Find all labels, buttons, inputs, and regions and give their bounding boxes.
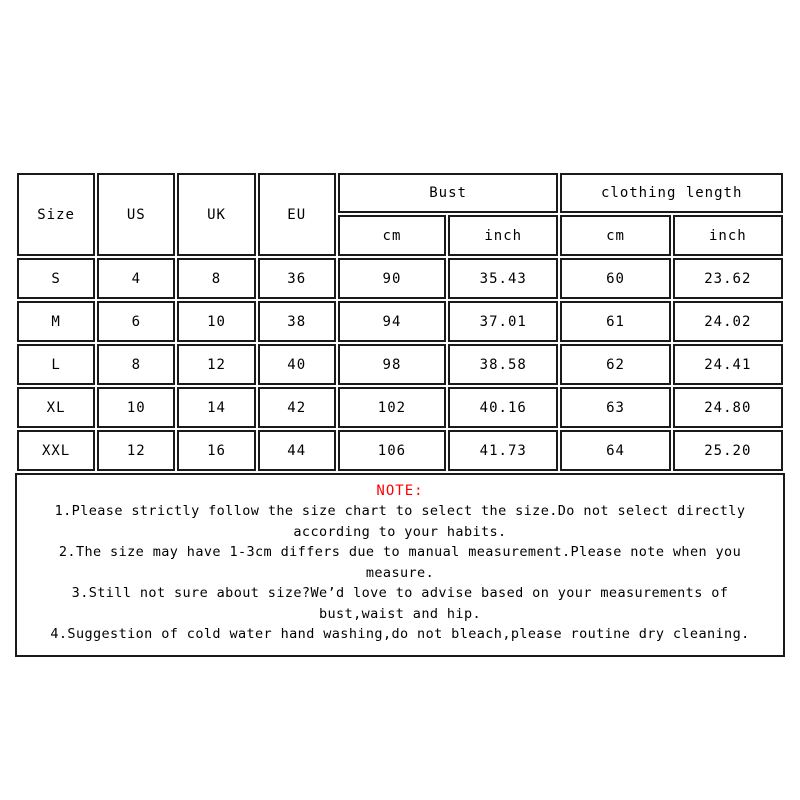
table-row <box>17 344 783 385</box>
cell-eu: 40 <box>258 344 336 385</box>
column-header-size: Size <box>17 173 95 256</box>
cell-bust-cm: 94 <box>338 301 446 342</box>
cell-bust-cm: 98 <box>338 344 446 385</box>
cell-size: S <box>17 258 95 299</box>
table-row <box>17 258 783 299</box>
cell-bust-inch: 41.73 <box>448 430 558 471</box>
column-header-uk: UK <box>177 173 255 256</box>
cell-uk: 8 <box>177 258 255 299</box>
column-header-eu: EU <box>258 173 336 256</box>
column-header-length-inch: inch <box>673 215 783 256</box>
cell-length-inch: 24.02 <box>673 301 783 342</box>
cell-length-inch: 24.41 <box>673 344 783 385</box>
note-line-1: 1.Please strictly follow the size chart to select the size.Do not select directly according to your habits. <box>54 503 746 540</box>
cell-us: 4 <box>97 258 175 299</box>
cell-length-cm: 62 <box>560 344 670 385</box>
cell-bust-inch: 40.16 <box>448 387 558 428</box>
note-box <box>15 473 785 657</box>
note-line-2: 2.The size may have 1-3cm differs due to manual measurement.Please note when you measure. <box>58 544 742 581</box>
table-header <box>17 173 783 256</box>
table-row <box>17 387 783 428</box>
cell-bust-cm: 90 <box>338 258 446 299</box>
table-row <box>17 301 783 342</box>
column-header-us: US <box>97 173 175 256</box>
cell-length-cm: 61 <box>560 301 670 342</box>
cell-us: 6 <box>97 301 175 342</box>
cell-length-cm: 60 <box>560 258 670 299</box>
cell-us: 10 <box>97 387 175 428</box>
note-title: NOTE: <box>376 483 424 499</box>
column-header-bust-cm: cm <box>338 215 446 256</box>
cell-eu: 36 <box>258 258 336 299</box>
column-header-bust-group: Bust <box>338 173 559 213</box>
size-chart-container <box>15 171 785 657</box>
cell-length-inch: 25.20 <box>673 430 783 471</box>
cell-uk: 14 <box>177 387 255 428</box>
cell-length-cm: 64 <box>560 430 670 471</box>
cell-length-cm: 63 <box>560 387 670 428</box>
column-header-clothing-length-group: clothing length <box>560 173 783 213</box>
table-body <box>17 258 783 471</box>
cell-size: L <box>17 344 95 385</box>
cell-eu: 38 <box>258 301 336 342</box>
cell-length-inch: 23.62 <box>673 258 783 299</box>
cell-uk: 10 <box>177 301 255 342</box>
column-header-length-cm: cm <box>560 215 670 256</box>
cell-bust-cm: 102 <box>338 387 446 428</box>
cell-bust-inch: 37.01 <box>448 301 558 342</box>
cell-length-inch: 24.80 <box>673 387 783 428</box>
cell-bust-inch: 35.43 <box>448 258 558 299</box>
cell-eu: 44 <box>258 430 336 471</box>
cell-uk: 16 <box>177 430 255 471</box>
cell-size: M <box>17 301 95 342</box>
cell-uk: 12 <box>177 344 255 385</box>
cell-eu: 42 <box>258 387 336 428</box>
cell-size: XXL <box>17 430 95 471</box>
header-row-group <box>17 173 783 213</box>
cell-us: 12 <box>97 430 175 471</box>
cell-bust-cm: 106 <box>338 430 446 471</box>
note-line-4: 4.Suggestion of cold water hand washing,do not bleach,please routine dry cleaning. <box>50 626 750 643</box>
table-row <box>17 430 783 471</box>
cell-us: 8 <box>97 344 175 385</box>
cell-size: XL <box>17 387 95 428</box>
cell-bust-inch: 38.58 <box>448 344 558 385</box>
column-header-bust-inch: inch <box>448 215 558 256</box>
size-chart-table <box>15 171 785 473</box>
note-line-3: 3.Still not sure about size?We’d love to advise based on your measurements of bust,waist and hip. <box>71 585 729 622</box>
